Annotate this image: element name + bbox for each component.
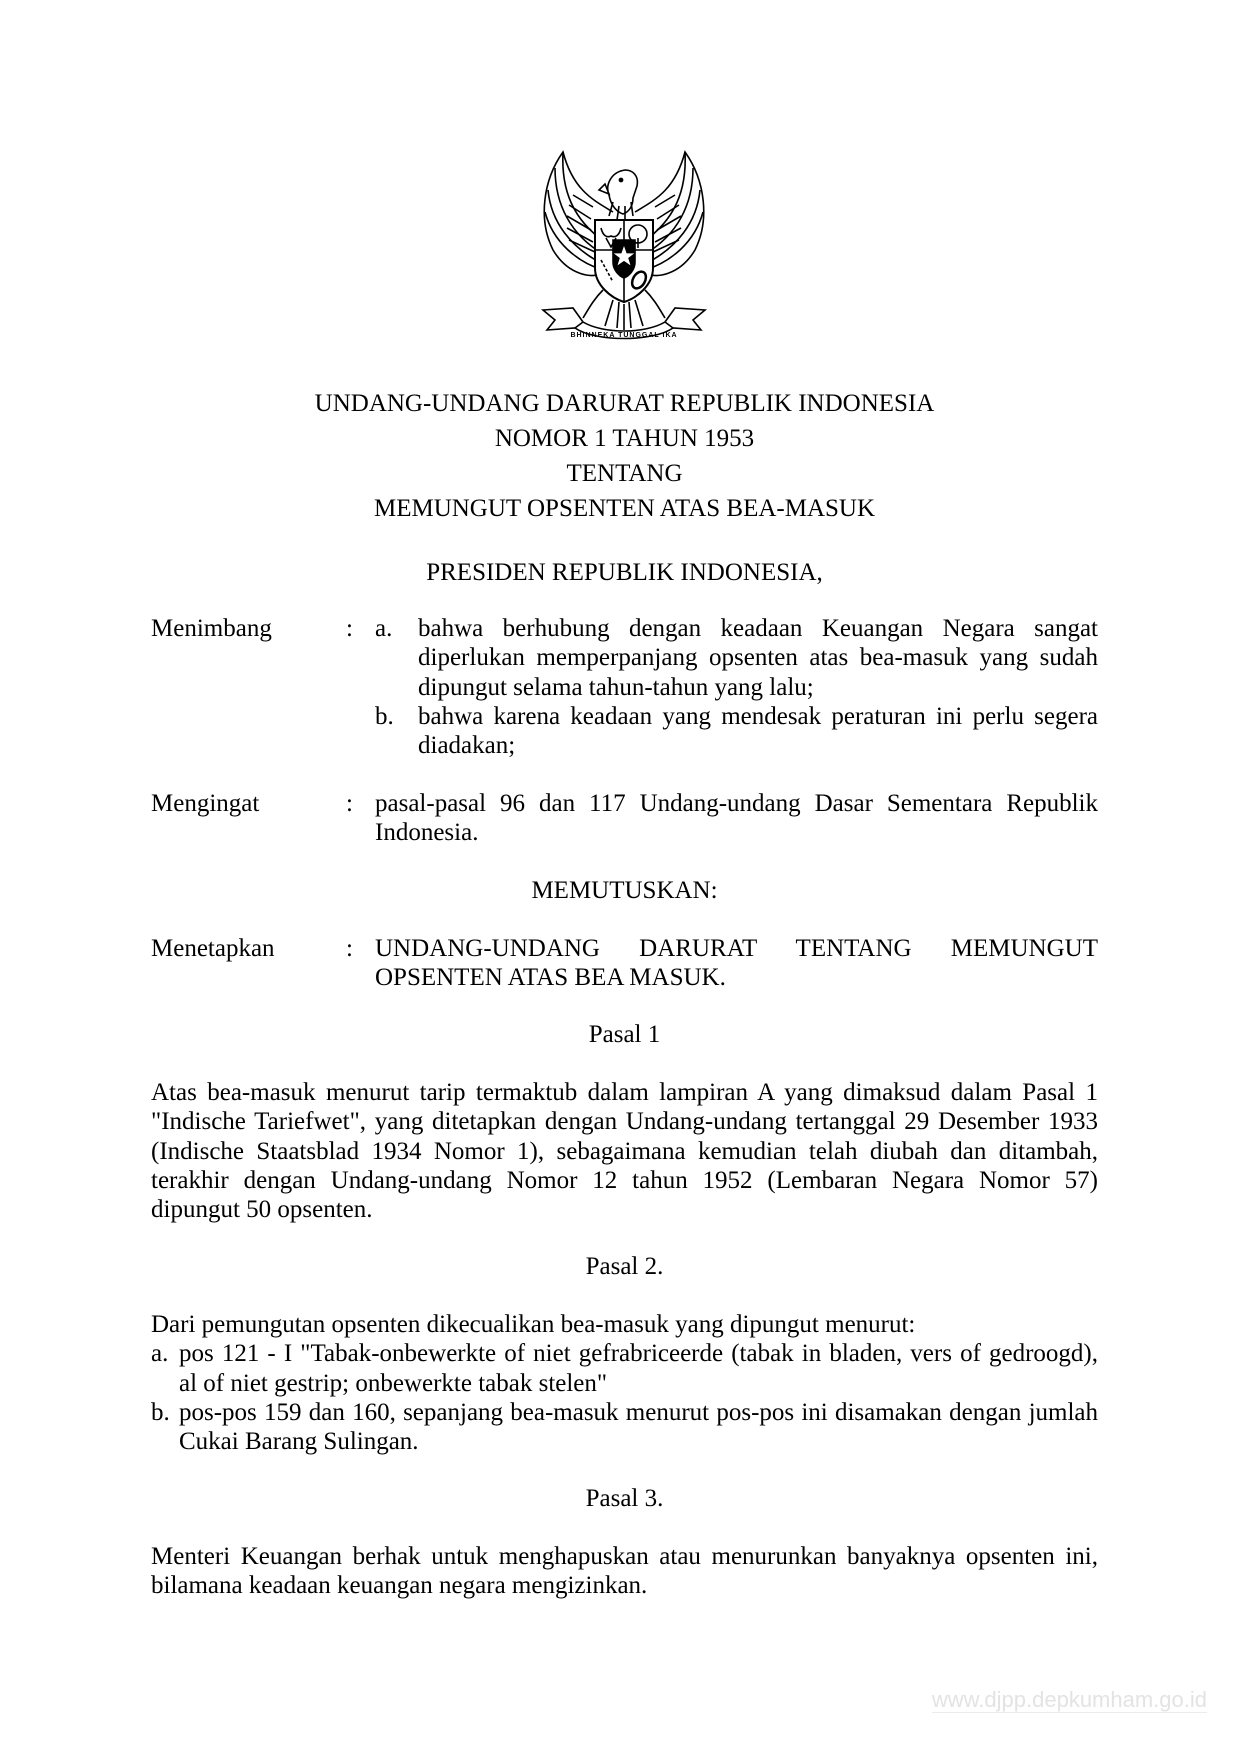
pasal-3-text: Menteri Keuangan berhak untuk menghapuskan atau menurunkan banyaknya opsenten ini, bilamana keadaan keuangan negara mengizinkan. xyxy=(151,1543,1098,1600)
president-heading: PRESIDEN REPUBLIK INDONESIA, xyxy=(426,559,823,586)
list-item xyxy=(151,1339,1098,1398)
item-letter: a. xyxy=(151,1340,169,1368)
shield-icon xyxy=(595,220,653,302)
list-item xyxy=(375,702,1098,761)
pasal-1-text: Atas bea-masuk menurut tarip termaktub dalam lampiran A yang dimaksud dalam Pasal 1 "Indische Tariefwet", yang ditetapkan dengan Undang-undang tertanggal 29 Desember 1933 (Indische Staatsblad 1934 Nomor 1), sebagaimana kemudian telah diubah dan ditambah, terakhir dengan Undang-undang Nomor 12 tahun 1952 (Lembaran Negara Nomor 57) dipungut 50 opsenten. xyxy=(151,1079,1098,1224)
item-letter: b. xyxy=(151,1398,170,1426)
menimbang-section xyxy=(151,614,1098,760)
pasal-1-heading: Pasal 1 xyxy=(588,1021,661,1048)
garuda-emblem xyxy=(533,150,715,346)
item-text: pos 121 - I "Tabak-onbewerkte of niet gefrabriceerde (tabak in bladen, vers of gedroogd), al of niet gestrip; onbewerkte tabak stelen" xyxy=(179,1340,1098,1397)
title-line: UNDANG-UNDANG DARURAT REPUBLIK INDONESIA xyxy=(314,390,935,417)
title-tentang: TENTANG xyxy=(566,460,683,487)
watermark-link[interactable]: www.djpp.depkumham.go.id xyxy=(931,1687,1207,1712)
list-item xyxy=(151,1398,1098,1457)
title-number: NOMOR 1 TAHUN 1953 xyxy=(494,425,755,452)
pasal-3-heading: Pasal 3. xyxy=(585,1485,664,1512)
menetapkan-label: Menetapkan xyxy=(151,935,275,962)
item-text: pos-pos 159 dan 160, sepanjang bea-masuk menurut pos-pos ini disamakan dengan jumlah Cukai Barang Sulingan. xyxy=(179,1398,1098,1456)
menetapkan-section xyxy=(151,934,1098,993)
item-text: bahwa karena keadaan yang mendesak peraturan ini perlu segera diadakan; xyxy=(418,702,1098,760)
colon: : xyxy=(346,790,353,817)
document-title xyxy=(151,386,1098,526)
pasal-2-body xyxy=(151,1310,1098,1456)
mengingat-text: pasal-pasal 96 dan 117 Undang-undang Dasar Sementara Republik Indonesia. xyxy=(375,790,1098,847)
menetapkan-text: UNDANG-UNDANG DARURAT TENTANG MEMUNGUT OPSENTEN ATAS BEA MASUK. xyxy=(375,935,1098,992)
mengingat-section xyxy=(151,789,1098,848)
colon: : xyxy=(346,615,353,642)
item-text: bahwa berhubung dengan keadaan Keuangan Negara sangat diperlukan memperpanjang opsenten atas bea-masuk yang sudah dipungut selama tahun-tahun yang lalu; xyxy=(418,615,1098,701)
svg-text:BHINNEKA TUNGGAL IKA: BHINNEKA TUNGGAL IKA xyxy=(570,332,678,339)
item-letter: a. xyxy=(375,615,393,642)
pasal-2-heading: Pasal 2. xyxy=(585,1253,664,1280)
title-subject: MEMUNGUT OPSENTEN ATAS BEA-MASUK xyxy=(373,495,876,522)
pasal-2-intro: Dari pemungutan opsenten dikecualikan bea-masuk yang dipungut menurut: xyxy=(151,1311,916,1338)
list-item xyxy=(375,614,1098,702)
colon: : xyxy=(346,935,353,962)
memutuskan-heading: MEMUTUSKAN: xyxy=(531,877,718,904)
item-letter: b. xyxy=(375,702,394,730)
mengingat-label: Mengingat xyxy=(151,790,260,817)
menimbang-label: Menimbang xyxy=(151,615,272,642)
